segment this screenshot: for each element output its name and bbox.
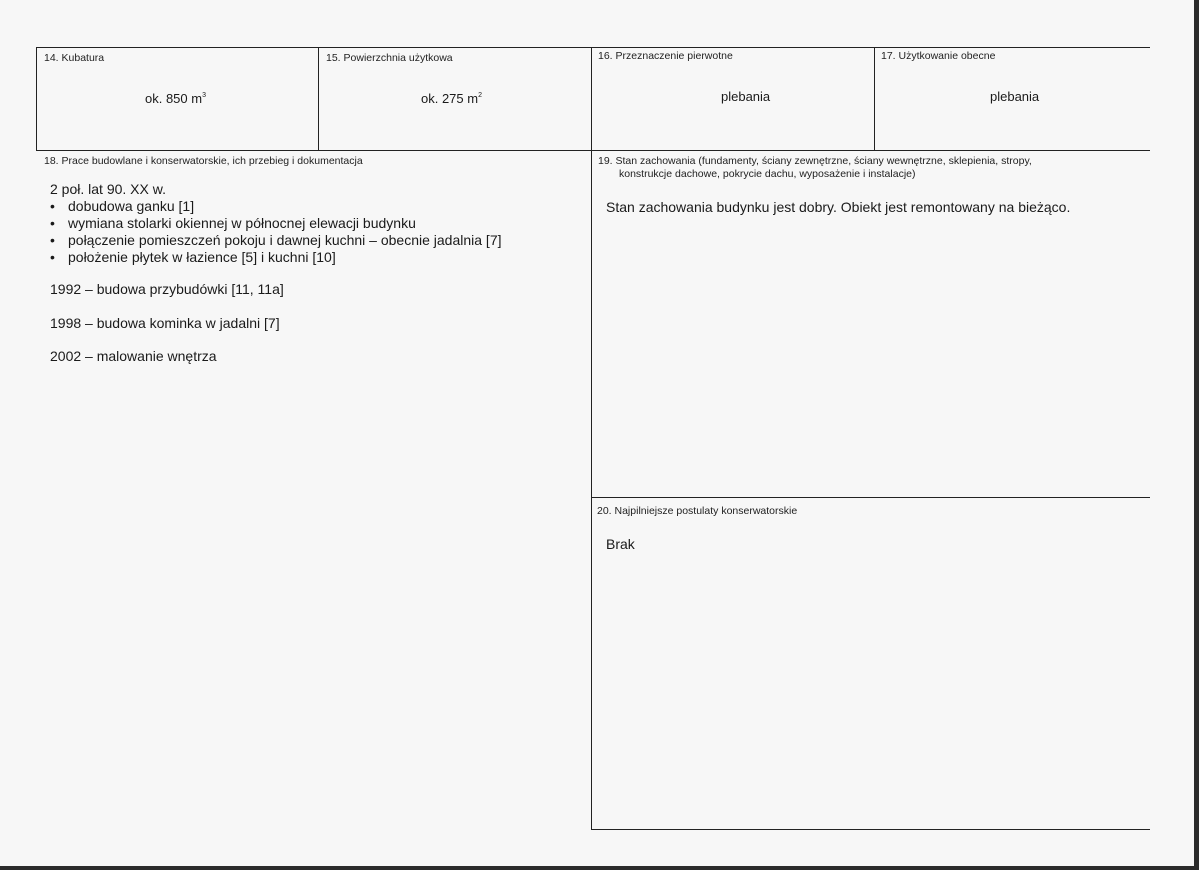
list-item-text: wymiana stolarki okiennej w północnej elewacji budynku: [68, 215, 416, 231]
left-border-line: [36, 47, 37, 151]
field-19-label-line-2: konstrukcje dachowe, pokrycie dachu, wyposażenie i instalacje): [619, 168, 916, 180]
bullet-icon: •: [50, 232, 55, 248]
top-border-line: [36, 47, 1150, 48]
field-18-entry-1998: 1998 – budowa kominka w jadalni [7]: [50, 315, 280, 331]
field-16-value: plebania: [721, 89, 771, 104]
field-20-label: 20. Najpilniejsze postulaty konserwatorskie: [597, 505, 798, 517]
list-item-text: położenie płytek w łazience [5] i kuchni [10]: [68, 249, 336, 265]
field-20-value: Brak: [606, 536, 635, 552]
bullet-icon: •: [50, 249, 55, 265]
field-15-label: 15. Powierzchnia użytkowa: [326, 52, 453, 64]
list-item: [50, 198, 580, 215]
field-15-unit-superscript: 2: [478, 92, 482, 99]
list-item: [50, 249, 580, 266]
field-17-label: 17. Użytkowanie obecne: [881, 50, 996, 62]
list-item: [50, 232, 580, 249]
bullet-icon: •: [50, 215, 55, 231]
field-14-value-text: ok. 850 m: [145, 91, 203, 106]
field-14-value: [145, 91, 206, 106]
field-19-value: Stan zachowania budynku jest dobry. Obiekt jest remontowany na bieżąco.: [606, 199, 1071, 215]
col-divider-15-16: [591, 47, 592, 830]
section-20-bottom-line: [592, 829, 1150, 830]
col-divider-14-15: [318, 47, 319, 151]
col-divider-16-17: [874, 47, 875, 151]
field-17-value: plebania: [990, 89, 1040, 104]
field-18-intro: 2 poł. lat 90. XX w.: [50, 181, 166, 197]
field-19-label-line-1: 19. Stan zachowania (fundamenty, ściany zewnętrzne, ściany wewnętrzne, sklepienia, stropy,: [598, 155, 1032, 167]
field-16-label: 16. Przeznaczenie pierwotne: [598, 50, 733, 62]
list-item-text: połączenie pomieszczeń pokoju i dawnej kuchni – obecnie jadalnia [7]: [68, 232, 502, 248]
field-15-value-text: ok. 275 m: [421, 91, 479, 106]
field-18-entry-1992: 1992 – budowa przybudówki [11, 11a]: [50, 281, 284, 297]
section-19-20-divider: [592, 497, 1150, 498]
field-18-label: 18. Prace budowlane i konserwatorskie, ich przebieg i dokumentacja: [44, 155, 363, 167]
field-18-works-block: [50, 181, 580, 266]
field-15-value: [421, 91, 482, 106]
list-item-text: dobudowa ganku [1]: [68, 198, 195, 214]
field-18-entry-2002: 2002 – malowanie wnętrza: [50, 348, 217, 364]
field-14-unit-superscript: 3: [202, 92, 206, 99]
bullet-icon: •: [50, 198, 55, 214]
list-item: [50, 215, 580, 232]
field-18-bullet-list: [50, 198, 580, 266]
header-row-bottom-line: [36, 150, 1150, 151]
field-14-label: 14. Kubatura: [44, 52, 105, 64]
